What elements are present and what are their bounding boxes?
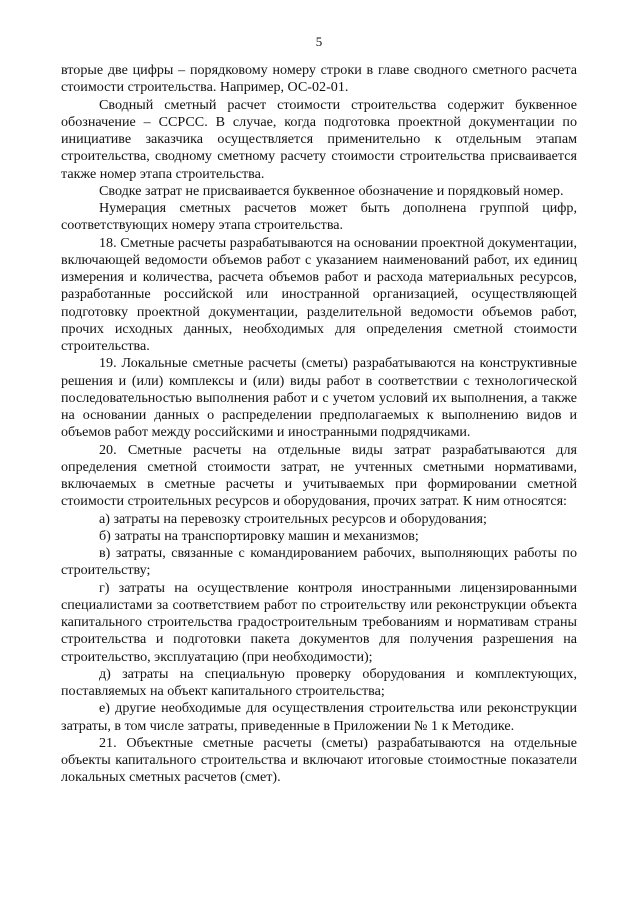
paragraph-item-18: 18. Сметные расчеты разрабатываются на основании проектной документации, включающей ведомости объемов работ с указанием наименований работ, их единиц измерения и количества, расчета объемов работ и расхода материальных ресурсов, разработанные российской или иностранной организацией, осуществляющей подготовку проектной документации, разделительной ведомости объемов работ, прочих исходных данных, необходимых для определения сметной стоимости строительства. — [61, 234, 577, 354]
paragraph-numbering-stage: Нумерация сметных расчетов может быть дополнена группой цифр, соответствующих номеру этапа строительства. — [61, 200, 577, 234]
paragraph-item-20: 20. Сметные расчеты на отдельные виды затрат разрабатываются для определения сметной стоимости затрат, не учтенных сметными нормативами, включаемых в сметные расчеты и учитываемых при формировании сметной стоимости строительных ресурсов и оборудования, прочих затрат. К ним относятся: — [61, 441, 577, 510]
paragraph-item-19: 19. Локальные сметные расчеты (сметы) разрабатываются на конструктивные решения и (или) комплексы и (или) виды работ в соответствии с технологической последовательностью выполнения работ и с учетом условий их выполнения, а также на основании данных о распределении предполагаемых к выполнению видов и объемов работ между российскими и иностранными подрядчиками. — [61, 355, 577, 441]
paragraph-cost-summary-designation: Сводке затрат не присваивается буквенное обозначение и порядковый номер. — [99, 182, 564, 199]
paragraph-item-21: 21. Объектные сметные расчеты (сметы) разрабатываются на отдельные объекты капитального строительства и включают итоговые стоимостные показатели локальных сметных расчетов (смет). — [61, 734, 577, 786]
document-body — [61, 62, 577, 787]
list-item-g: г) затраты на осуществление контроля иностранными лицензированными специалистами за соответствием работ по строительству или реконструкции объекта капитального строительства градостроительным требованиям и нормативам страны строительства и подготовки пакета документов для получения разрешения на строительство, эксплуатацию (при необходимости); — [61, 579, 577, 665]
list-item-d: д) затраты на специальную проверку оборудования и комплектующих, поставляемых на объект капитального строительства; — [61, 665, 577, 699]
paragraph-continuation: вторые две цифры – порядковому номеру строки в главе сводного сметного расчета стоимости строительства. Например, ОС-02-01. — [61, 62, 577, 96]
list-item-e: е) другие необходимые для осуществления строительства или реконструкции затраты, в том числе затраты, приведенные в Приложении № 1 к Методике. — [61, 700, 577, 734]
page-number: 5 — [315, 34, 323, 49]
list-item-v: в) затраты, связанные с командированием рабочих, выполняющих работы по строительству; — [61, 545, 577, 579]
list-item-b: б) затраты на транспортировку машин и механизмов; — [99, 527, 419, 544]
paragraph-summary-estimate-designation: Сводный сметный расчет стоимости строительства содержит буквенное обозначение – ССРСС. В случае, когда подготовка проектной документации по инициативе заказчика осуществляется применительно к отдельным этапам строительства, сводному сметному расчету стоимости строительства присваивается также номер этапа строительства. — [61, 96, 577, 182]
list-item-a: а) затраты на перевозку строительных ресурсов и оборудования; — [99, 510, 487, 527]
